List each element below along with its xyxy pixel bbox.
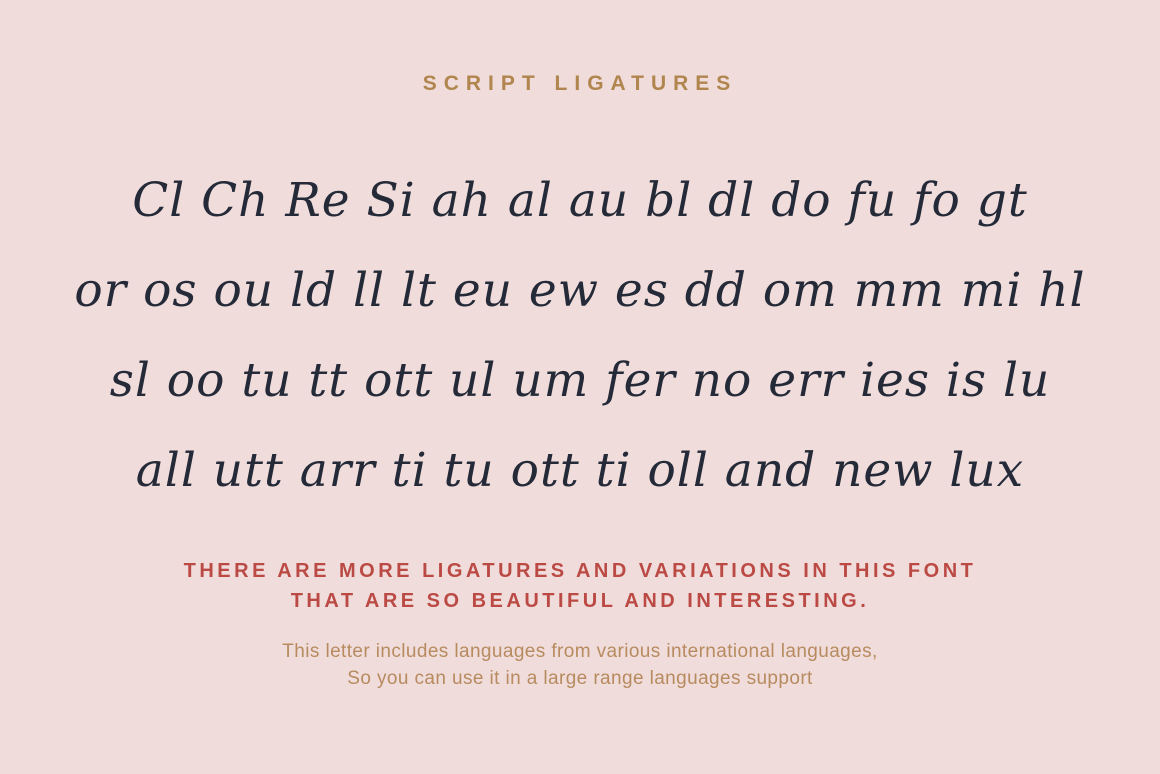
ligature-sample-line-3: sl oo tu tt ott ul um fer no err ies is lu [109, 353, 1051, 408]
ligature-specimen-block [0, 156, 1160, 516]
highlight-tagline-block [0, 556, 1160, 616]
ligature-sample-line-2: or os ou ld ll lt eu ew es dd om mm mi hl [74, 263, 1086, 318]
highlight-tagline-line-1: THERE ARE MORE LIGATURES AND VARIATIONS IN THIS FONT [183, 560, 977, 582]
language-support-note-line-2: So you can use it in a large range languages support [347, 668, 813, 689]
page-title: SCRIPT LIGATURES [422, 72, 738, 95]
highlight-tagline-line-2: THAT ARE SO BEAUTIFUL AND INTERESTING. [290, 590, 870, 612]
ligature-sample-line-4: all utt arr ti tu ott ti oll and new lux [135, 443, 1025, 498]
language-support-note-block [0, 638, 1160, 692]
ligature-sample-line-1: Cl Ch Re Si ah al au bl dl do fu fo gt [132, 173, 1028, 228]
language-support-note-line-1: This letter includes languages from various international languages, [282, 641, 878, 662]
